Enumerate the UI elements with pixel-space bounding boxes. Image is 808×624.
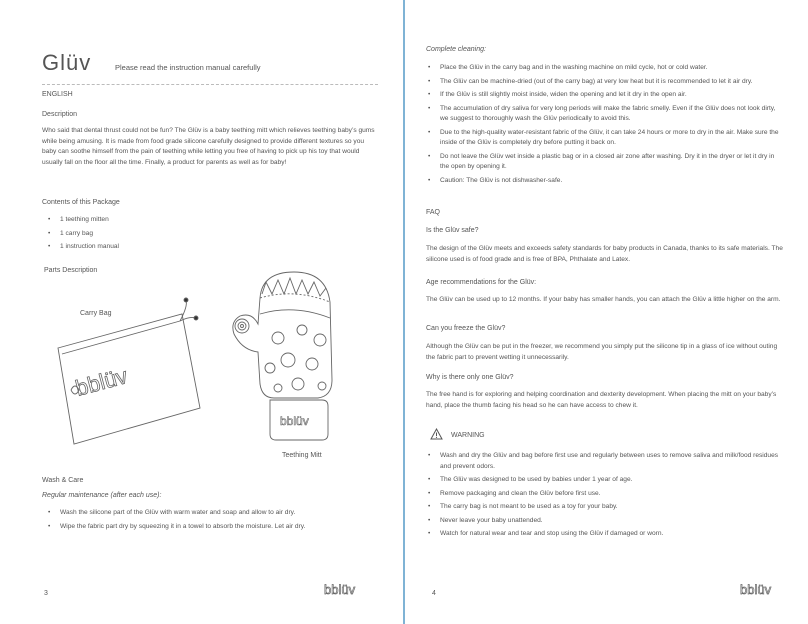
faq-question: Age recommendations for the Glüv:	[426, 279, 537, 286]
list-item: • 1 teething mitten	[44, 215, 374, 226]
list-item: • The carry bag is not meant to be used as a toy for your baby.	[424, 502, 782, 513]
page-number: 3	[44, 590, 48, 597]
right-page	[405, 0, 808, 624]
footer-logo-text: bblüv	[324, 582, 356, 597]
description-heading: Description	[42, 111, 78, 118]
carry-bag-illustration	[40, 296, 210, 446]
list-item: • If the Glüv is still slightly moist inside, widen the opening and let it dry in the open air.	[424, 90, 782, 101]
warning-heading: WARNING	[451, 432, 485, 439]
list-item: • Wash and dry the Glüv and bag before first use and regularly between uses to remove saliva and milk/food residues and prevent odors.	[424, 451, 782, 472]
faq-question: Why is there only one Glüv?	[426, 374, 514, 381]
warning-icon	[430, 428, 443, 440]
list-item: • The Glüv was designed to be used by babies under 1 year of age.	[424, 475, 782, 486]
tagline: Please read the instruction manual carefully	[115, 63, 261, 72]
faq-question: Can you freeze the Glüv?	[426, 325, 506, 332]
contents-list	[44, 215, 374, 256]
list-item: • 1 instruction manual	[44, 242, 374, 253]
carry-bag-label: Carry Bag	[80, 310, 112, 317]
regular-maintenance-heading: Regular maintenance (after each use):	[42, 492, 162, 499]
bag-logo: bblüv	[72, 363, 131, 401]
footer-logo	[322, 580, 378, 598]
brand-title: Glüv	[42, 50, 92, 75]
list-item: • The accumulation of dry saliva for very long periods will make the fabric smelly. Even if the Glüv does not look dirty, we suggest to thoroughly wash the Glüv periodically to avoid this.	[424, 104, 782, 125]
teething-mitt-illustration	[222, 268, 342, 450]
footer-logo	[738, 580, 794, 598]
faq-answer: The design of the Glüv meets and exceeds safety standards for baby products in Canada, thanks to its safe materials. The silicone used is of food grade and is free of BPA, Phthalate and Latex.	[426, 245, 783, 263]
left-page	[0, 0, 403, 624]
page-number: 4	[432, 590, 436, 597]
list-item: • Never leave your baby unattended.	[424, 516, 782, 527]
language-label: ENGLISH	[42, 91, 73, 98]
wash-care-heading: Wash & Care	[42, 477, 84, 484]
faq-answer: The Glüv can be used up to 12 months. If your baby has smaller hands, you can attach the Glüv a little higher on the arm.	[426, 296, 781, 303]
faq-question: Is the Glüv safe?	[426, 227, 479, 234]
mitt-logo: bblüv	[280, 414, 309, 428]
list-item: • 1 carry bag	[44, 229, 374, 240]
list-item: • Remove packaging and clean the Glüv before first use.	[424, 489, 782, 500]
list-item: • Caution: The Glüv is not dishwasher-safe.	[424, 176, 782, 187]
complete-cleaning-heading: Complete cleaning:	[426, 46, 486, 53]
faq-heading: FAQ	[426, 209, 441, 216]
header-divider	[42, 84, 378, 85]
list-item: • Watch for natural wear and tear and stop using the Glüv if damaged or worn.	[424, 529, 782, 540]
list-item: • Due to the high-quality water-resistant fabric of the Glüv, it can take 24 hours or more to dry in the air. Make sure the inside of the Glüv is completely dry before putting it back on.	[424, 128, 782, 149]
warning-list	[424, 451, 782, 543]
list-item: • Place the Glüv in the carry bag and in the washing machine on mild cycle, hot or cold water.	[424, 63, 782, 74]
list-item: • Wash the silicone part of the Glüv with warm water and soap and allow to air dry.	[44, 508, 380, 519]
list-item: • The Glüv can be machine-dried (out of the carry bag) at very low heat but it is recommended to let it air dry.	[424, 77, 782, 88]
description-text: Who said that dental thrust could not be fun? The Glüv is a baby teething mitt which relieves teething baby’s gums while being amusing. It is made from food grade silicone carefully designed to provide different textures so you baby can soothe himself from the pain of teething while letting you free of having to pick up his toy that would usually fall on the floor all the time. Finally, a product for parents as well as for baby!	[42, 127, 375, 166]
teething-mitt-label: Teething Mitt	[282, 452, 322, 459]
complete-cleaning-list	[424, 63, 782, 189]
list-item: • Wipe the fabric part dry by squeezing it in a towel to absorb the moisture. Let air dry.	[44, 522, 380, 533]
faq-answer: The free hand is for exploring and helping coordination and dexterity development. When placing the mitt on your baby’s hand, place the thumb facing his head so he can have access to chew it.	[426, 391, 777, 409]
regular-maintenance-list	[44, 508, 380, 535]
footer-logo-text: bblüv	[740, 582, 772, 597]
parts-heading: Parts Description	[44, 267, 98, 274]
list-item: • Do not leave the Glüv wet inside a plastic bag or in a closed air zone after washing. Dry it in the dryer or let it dry in the open by opening it.	[424, 152, 782, 173]
contents-heading: Contents of this Package	[42, 199, 120, 206]
faq-answer: Although the Glüv can be put in the freezer, we recommend you simply put the silicone tip in a glass of ice without outing the fabric part to prevent wetting it unnecessarily.	[426, 343, 778, 361]
